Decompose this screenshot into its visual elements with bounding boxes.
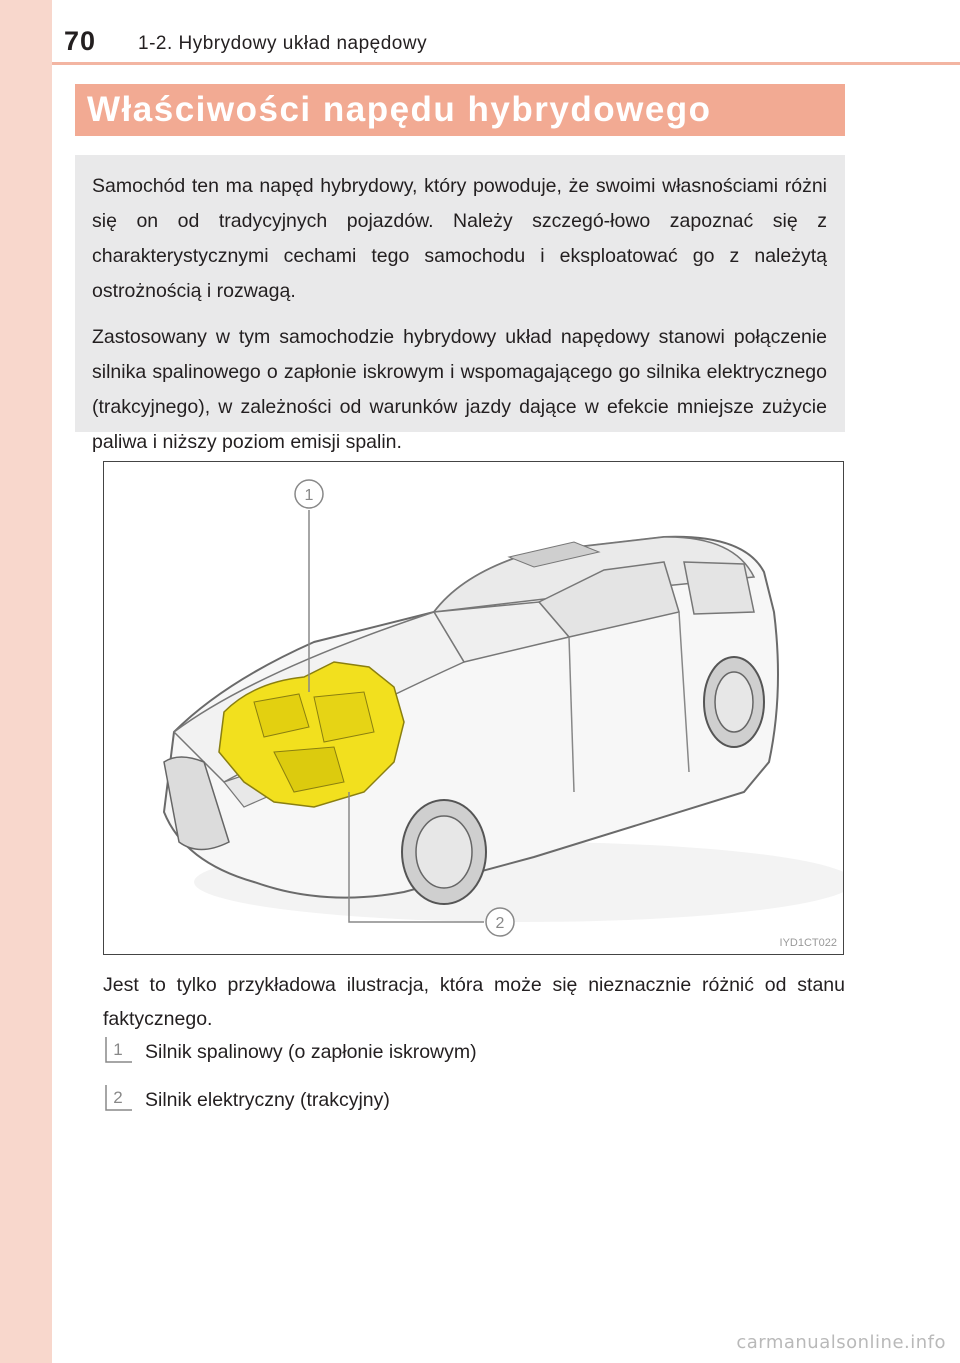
legend-text-1: Silnik spalinowy (o zapłonie iskrowym) (145, 1040, 477, 1063)
callout-1-label: 1 (304, 487, 314, 504)
running-header: 1-2. Hybrydowy układ napędowy (138, 33, 428, 54)
figure-caption: Jest to tylko przykładowa ilustracja, która może się nieznacznie różnić od stanu faktycznego. (103, 974, 845, 1030)
legend-text-2: Silnik elektryczny (trakcyjny) (145, 1088, 390, 1111)
svg-text:2: 2 (113, 1088, 123, 1107)
car-cutaway-drawing (104, 462, 844, 955)
svg-text:1: 1 (113, 1040, 123, 1059)
figure-code: IYD1CT022 (779, 937, 837, 949)
header-divider (52, 62, 960, 65)
page-number: 70 (64, 26, 97, 56)
footer-watermark: carmanualsonline.info (736, 1332, 946, 1353)
legend-number-1-icon (103, 1037, 145, 1067)
page-title: Właściwości napędu hybrydowego (87, 90, 712, 129)
left-color-strip (0, 0, 52, 1363)
vehicle-illustration (103, 461, 844, 955)
legend-number-2-icon (103, 1085, 145, 1115)
intro-paragraph-2: Zastosowany w tym samochodzie hybrydowy układ napędowy stanowi połączenie silnika spalinowego o zapłonie iskrowym i wspomagającego go silnika elektrycznego (trakcyjnego), w zależności od warunków jazdy dające w efekcie mniejsze zużycie paliwa i niższy poziom emisji spalin. (92, 326, 827, 453)
callout-2-label: 2 (495, 915, 505, 932)
section-title-bar (75, 84, 845, 136)
intro-box (75, 155, 845, 453)
legend-item-2 (103, 1085, 390, 1115)
legend-item-1 (103, 1037, 477, 1067)
intro-paragraph-1: Samochód ten ma napęd hybrydowy, który powoduje, że swoimi własnościami różni się on od tradycyjnych pojazdów. Należy szczegó-łowo zapoznać się z charakterystycznymi cechami tego samochodu i eksploatować go z należytą ostrożnością i rozwagą. (92, 175, 827, 302)
